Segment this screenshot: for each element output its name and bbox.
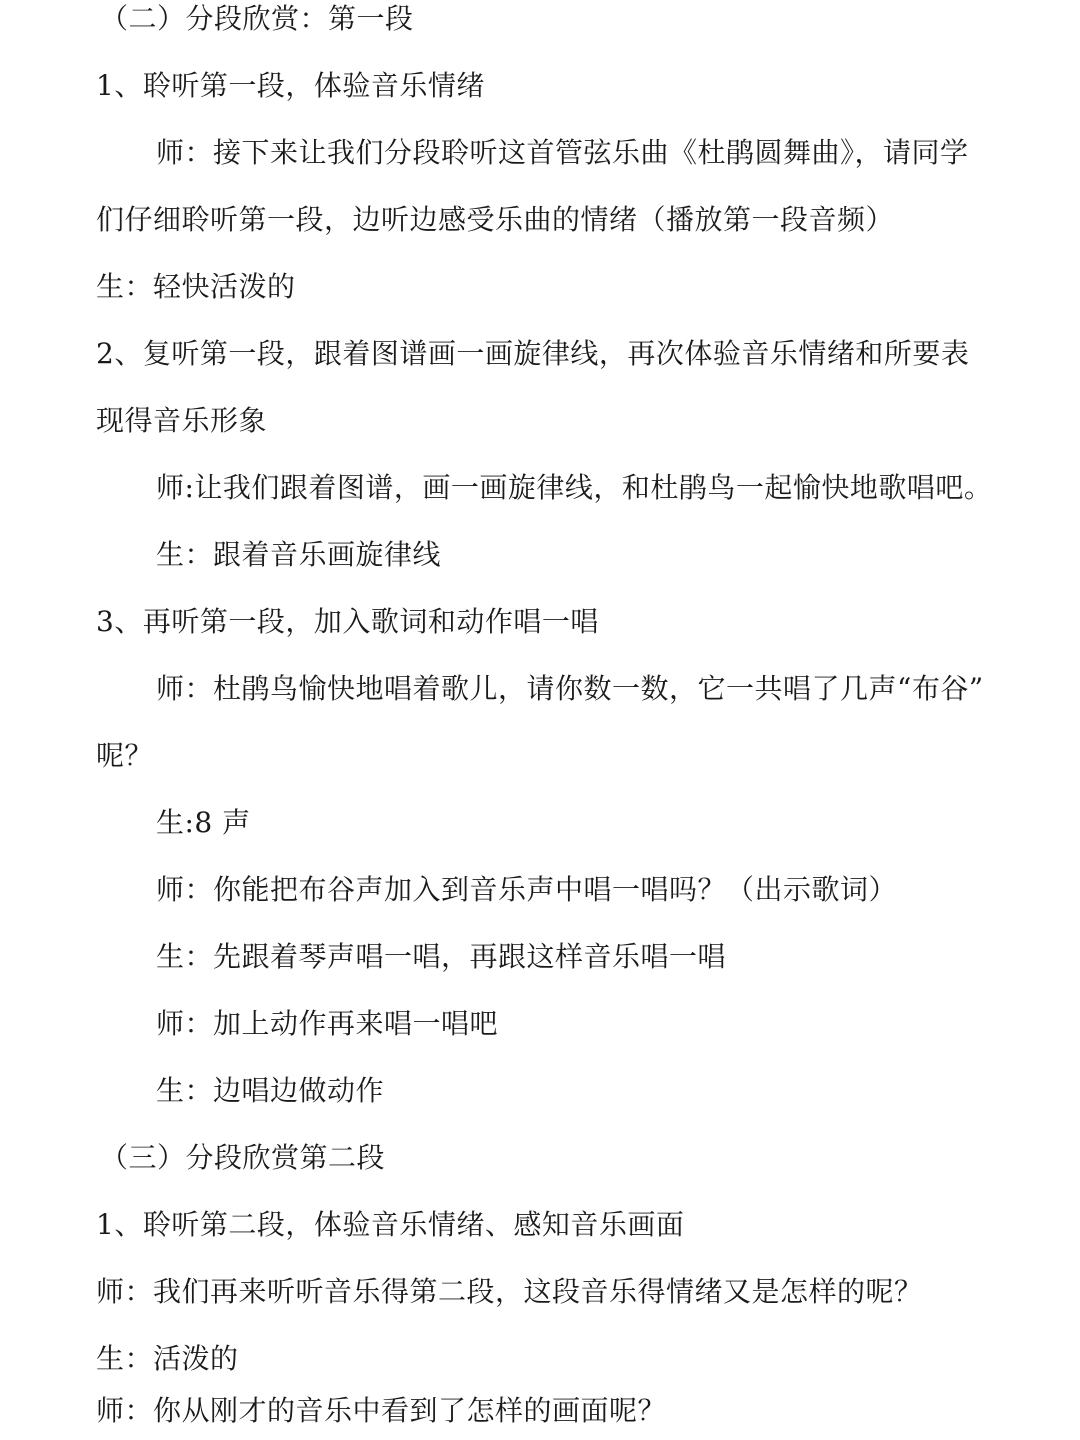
teacher-line: 师：你能把布谷声加入到音乐声中唱一唱吗？（出示歌词） [156, 873, 898, 906]
teacher-line: 师：加上动作再来唱一唱吧 [156, 1007, 499, 1040]
student-line: 生：轻快活泼的 [96, 270, 296, 303]
section-heading-part2: （二）分段欣赏：第一段 [100, 2, 414, 35]
teacher-line: 师：我们再来听听音乐得第二段，这段音乐得情绪又是怎样的呢？ [96, 1275, 923, 1308]
student-line: 生：先跟着琴声唱一唱，再跟这样音乐唱一唱 [156, 940, 727, 973]
step-heading-3: 3、再听第一段，加入歌词和动作唱一唱 [96, 605, 599, 638]
step-heading-2: 2、复听第一段，跟着图谱画一画旋律线，再次体验音乐情绪和所要表 [96, 337, 970, 370]
teacher-line-continued: 呢？ [96, 739, 154, 772]
teacher-line: 师：你从刚才的音乐中看到了怎样的画面呢？ [96, 1394, 667, 1427]
teacher-line: 师:让我们跟着图谱，画一画旋律线，和杜鹃鸟一起愉快地歌唱吧。 [156, 471, 993, 504]
teacher-line: 师：接下来让我们分段聆听这首管弦乐曲《杜鹃圆舞曲》，请同学 [156, 136, 969, 169]
step-heading-1: 1、聆听第二段，体验音乐情绪、感知音乐画面 [96, 1208, 685, 1241]
student-line: 生：边唱边做动作 [156, 1074, 385, 1107]
step-heading-1: 1、聆听第一段，体验音乐情绪 [96, 69, 485, 102]
student-line: 生：跟着音乐画旋律线 [156, 538, 442, 571]
student-line: 生：活泼的 [96, 1342, 239, 1375]
teacher-line-continued: 们仔细聆听第一段，边听边感受乐曲的情绪（播放第一段音频） [96, 203, 895, 236]
teacher-line: 师：杜鹃鸟愉快地唱着歌儿，请你数一数，它一共唱了几声“布谷” [156, 672, 984, 705]
student-line: 生:8 声 [156, 806, 251, 839]
step-heading-2-continued: 现得音乐形象 [96, 404, 268, 437]
section-heading-part3: （三）分段欣赏第二段 [100, 1141, 386, 1174]
